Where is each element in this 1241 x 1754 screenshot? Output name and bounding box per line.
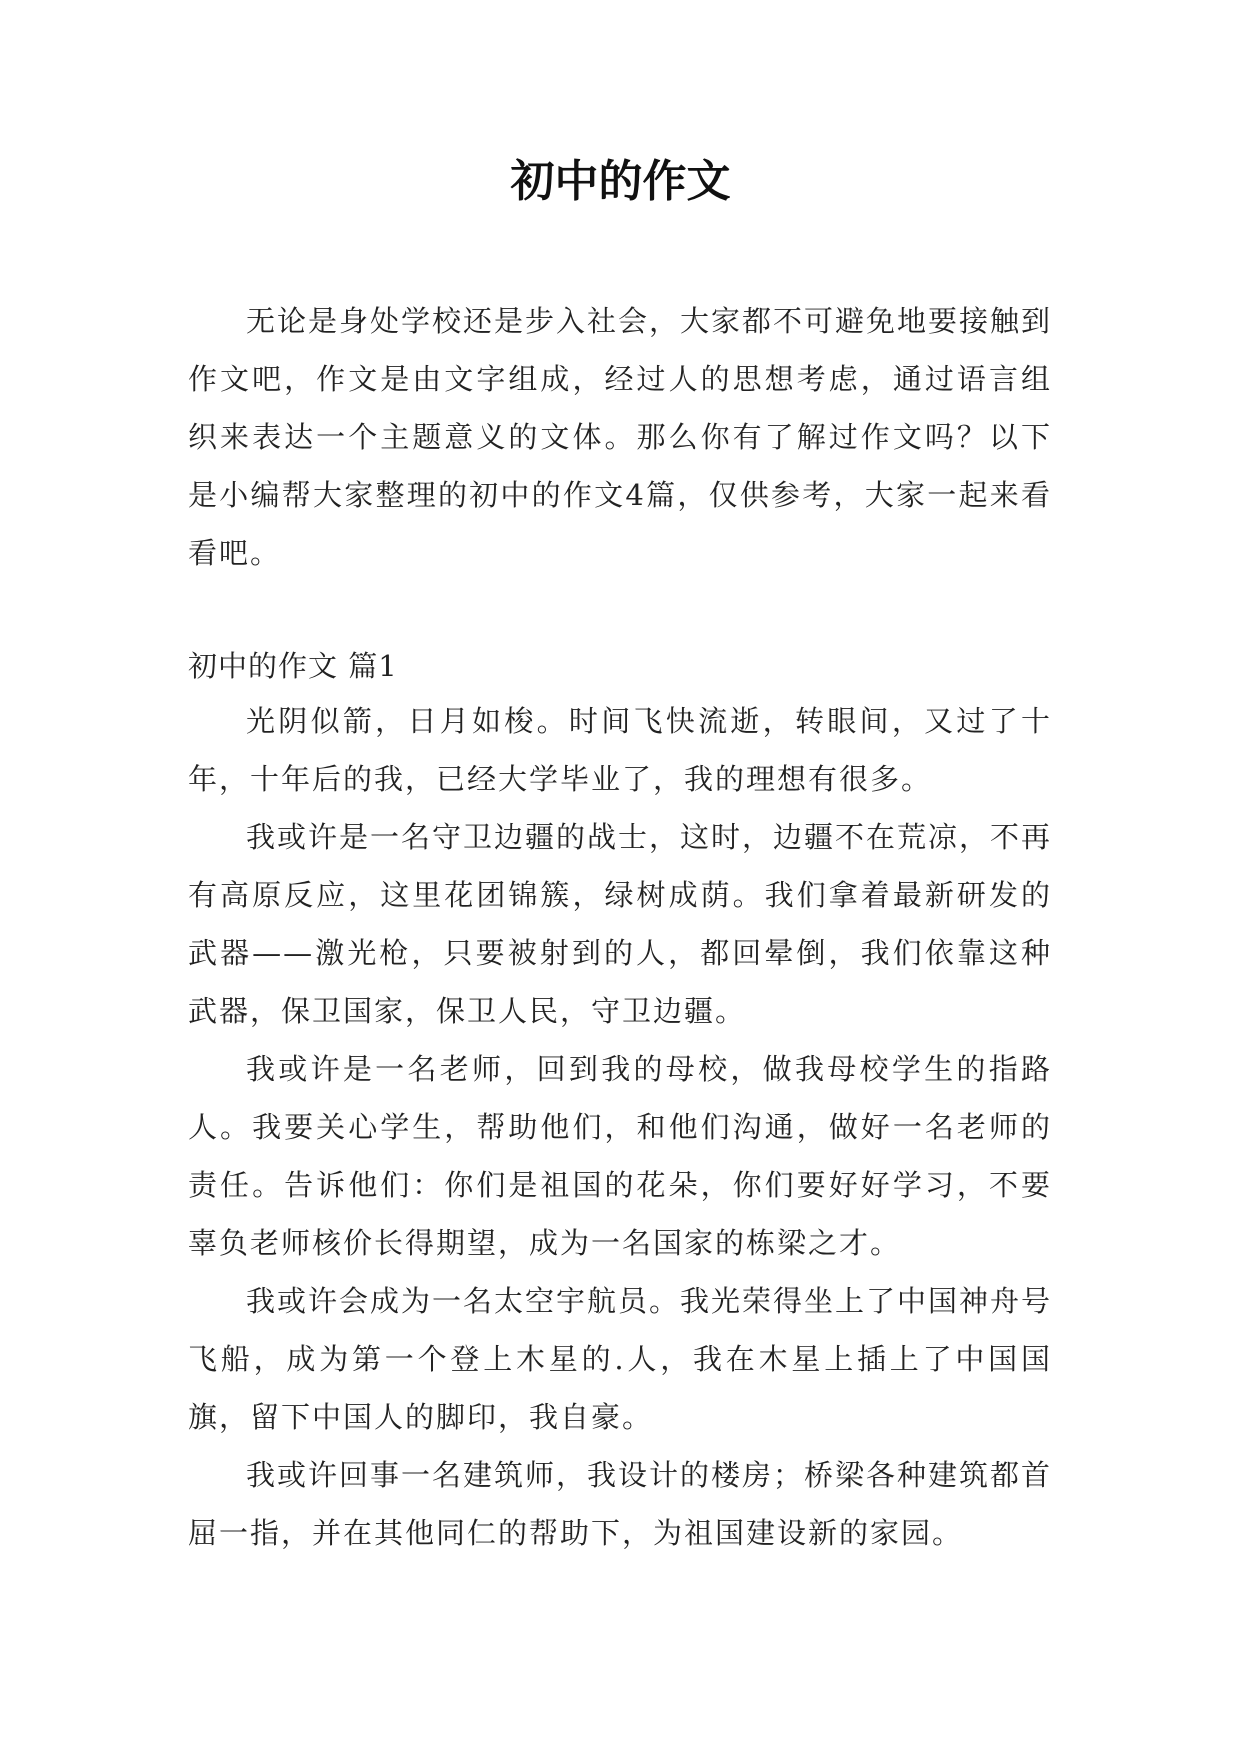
essay-paragraph: 我或许会成为一名太空宇航员。我光荣得坐上了中国神舟号飞船，成为第一个登上木星的.人，我在木星上插上了中国国旗，留下中国人的脚印，我自豪。 (188, 1284, 1053, 1434)
essay-paragraph: 光阴似箭，日月如梭。时间飞快流逝，转眼间，又过了十年，十年后的我，已经大学毕业了，我的理想有很多。 (188, 704, 1052, 796)
document-title: 初中的作文 (510, 156, 731, 207)
essay-paragraph: 我或许回事一名建筑师，我设计的楼房；桥梁各种建筑都首屈一指，并在其他同仁的帮助下，为祖国建设新的家园。 (188, 1458, 1053, 1550)
essay-paragraph: 我或许是一名守卫边疆的战士，这时，边疆不在荒凉，不再有高原反应，这里花团锦簇，绿树成荫。我们拿着最新研发的武器——激光枪，只要被射到的人，都回晕倒，我们依靠这种武器，保卫国家，保卫人民，守卫边疆。 (188, 820, 1053, 1028)
essay-paragraph: 我或许是一名老师，回到我的母校，做我母校学生的指路人。我要关心学生，帮助他们，和他们沟通，做好一名老师的责任。告诉他们：你们是祖国的花朵，你们要好好学习，不要辜负老师核价长得期望，成为一名国家的栋梁之才。 (188, 1052, 1052, 1260)
intro-paragraph: 无论是身处学校还是步入社会，大家都不可避免地要接触到作文吧，作文是由文字组成，经过人的思想考虑，通过语言组织来表达一个主题意义的文体。那么你有了解过作文吗？以下是小编帮大家整理的初中的作文4篇，仅供参考，大家一起来看看吧。 (188, 304, 1053, 570)
section-heading: 初中的作文 篇1 (188, 649, 398, 683)
